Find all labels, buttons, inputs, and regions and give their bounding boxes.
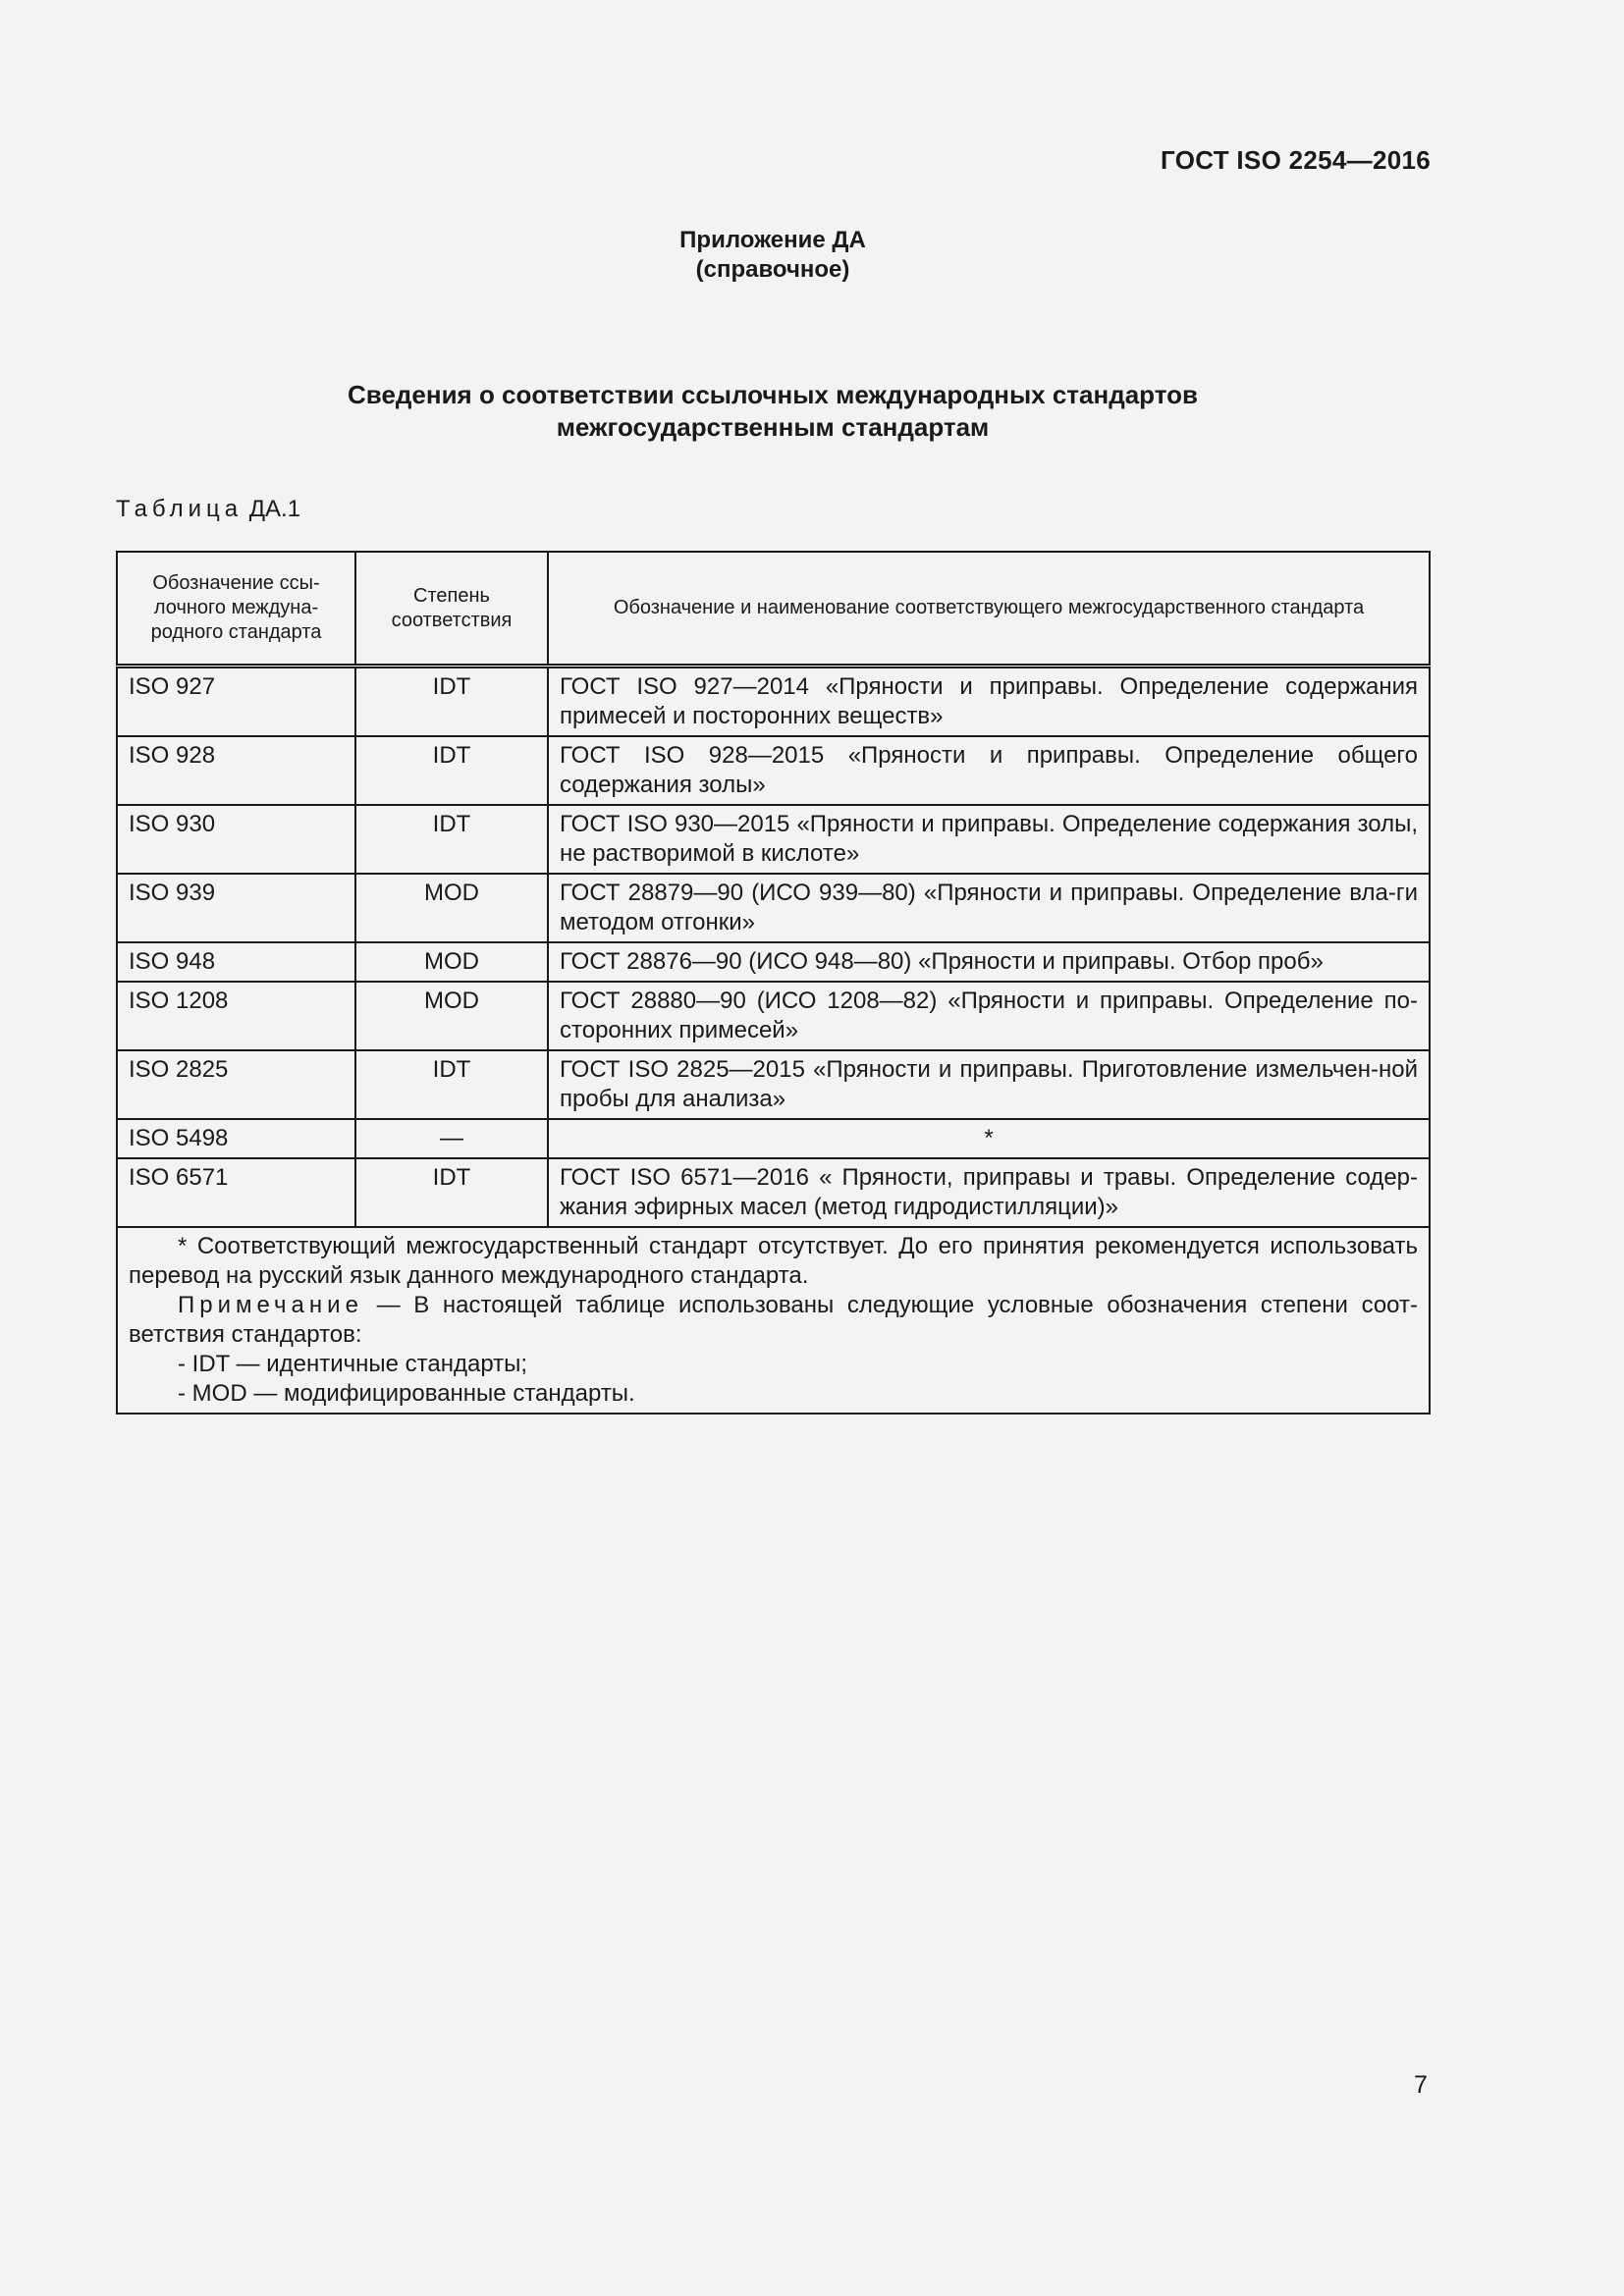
cell-reference: ISO 2825	[117, 1050, 355, 1119]
appendix-heading	[0, 226, 1545, 285]
cell-standard-title: ГОСТ 28876—90 (ИСО 948—80) «Пряности и приправы. Отбор проб»	[548, 942, 1430, 982]
cell-standard-title: ГОСТ ISO 927—2014 «Пряности и приправы. Определение содержания примесей и посторонних веществ»	[548, 667, 1430, 737]
section-title	[0, 379, 1545, 444]
cell-standard-title: ГОСТ ISO 6571—2016 « Пряности, приправы и травы. Определение содер-жания эфирных масел (метод гидродистилляции)»	[548, 1158, 1430, 1227]
cell-reference: ISO 927	[117, 667, 355, 737]
table-row	[117, 805, 1430, 874]
cell-standard-title: ГОСТ ISO 2825—2015 «Пряности и приправы. Приготовление измельчен-ной пробы для анализа»	[548, 1050, 1430, 1119]
legend-item-mod: - MOD — модифицированные стандарты.	[178, 1380, 635, 1407]
cell-reference: ISO 948	[117, 942, 355, 982]
cell-standard-title: ГОСТ 28879—90 (ИСО 939—80) «Пряности и приправы. Определение вла-ги методом отгонки»	[548, 874, 1430, 942]
cell-degree: IDT	[355, 1050, 548, 1119]
cell-standard-title: ГОСТ ISO 928—2015 «Пряности и приправы. Определение общего содержания золы»	[548, 736, 1430, 805]
table-notes-row	[117, 1227, 1430, 1414]
table-row	[117, 874, 1430, 942]
cell-degree: MOD	[355, 982, 548, 1050]
table-row	[117, 982, 1430, 1050]
document-code: ГОСТ ISO 2254—2016	[1161, 145, 1431, 175]
cell-degree: IDT	[355, 805, 548, 874]
cell-degree: MOD	[355, 942, 548, 982]
cell-degree: MOD	[355, 874, 548, 942]
note-text: — В настоящей таблице использованы следующие условные обозначения степени соот-ветствия стандартов:	[129, 1292, 1418, 1348]
cell-reference: ISO 939	[117, 874, 355, 942]
table-notes	[117, 1227, 1430, 1414]
cell-degree: IDT	[355, 1158, 548, 1227]
cell-reference: ISO 6571	[117, 1158, 355, 1227]
table-row	[117, 1050, 1430, 1119]
table-row	[117, 667, 1430, 737]
section-title-line-2: межгосударственным стандартам	[556, 412, 990, 442]
appendix-subtitle: (справочное)	[695, 256, 850, 283]
table-caption-label: Таблица	[116, 496, 244, 522]
cell-standard-title: *	[548, 1119, 1430, 1158]
cell-degree: —	[355, 1119, 548, 1158]
header-reference-standard: Обозначение ссы-лочного междуна-родного стандарта	[117, 552, 355, 667]
cell-reference: ISO 928	[117, 736, 355, 805]
footnote: * Соответствующий межгосударственный стандарт отсутствует. До его принятия рекомендуется использовать перевод на русский язык данного международного стандарта.	[129, 1233, 1418, 1289]
table-row	[117, 942, 1430, 982]
table-row	[117, 736, 1430, 805]
table-row	[117, 1119, 1430, 1158]
cell-standard-title: ГОСТ ISO 930—2015 «Пряности и приправы. Определение содержания золы, не растворимой в кислоте»	[548, 805, 1430, 874]
cell-reference: ISO 930	[117, 805, 355, 874]
page-number: 7	[1414, 2071, 1428, 2099]
correspondence-table	[116, 551, 1431, 1415]
cell-reference: ISO 1208	[117, 982, 355, 1050]
table-header-row	[117, 552, 1430, 667]
note-label: Примечание	[178, 1292, 363, 1318]
cell-degree: IDT	[355, 736, 548, 805]
section-title-line-1: Сведения о соответствии ссылочных международных стандартов	[348, 380, 1198, 409]
appendix-title: Приложение ДА	[679, 227, 866, 253]
legend-item-idt: - IDT — идентичные стандарты;	[178, 1351, 528, 1377]
header-degree: Степень соответствия	[355, 552, 548, 667]
cell-degree: IDT	[355, 667, 548, 737]
table-caption	[116, 496, 300, 523]
note	[129, 1291, 1418, 1350]
table-row	[117, 1158, 1430, 1227]
cell-standard-title: ГОСТ 28880—90 (ИСО 1208—82) «Пряности и приправы. Определение по-сторонних примесей»	[548, 982, 1430, 1050]
table-caption-number: ДА.1	[243, 496, 301, 522]
header-interstate-standard: Обозначение и наименование соответствующего межгосударственного стандарта	[548, 552, 1430, 667]
cell-reference: ISO 5498	[117, 1119, 355, 1158]
